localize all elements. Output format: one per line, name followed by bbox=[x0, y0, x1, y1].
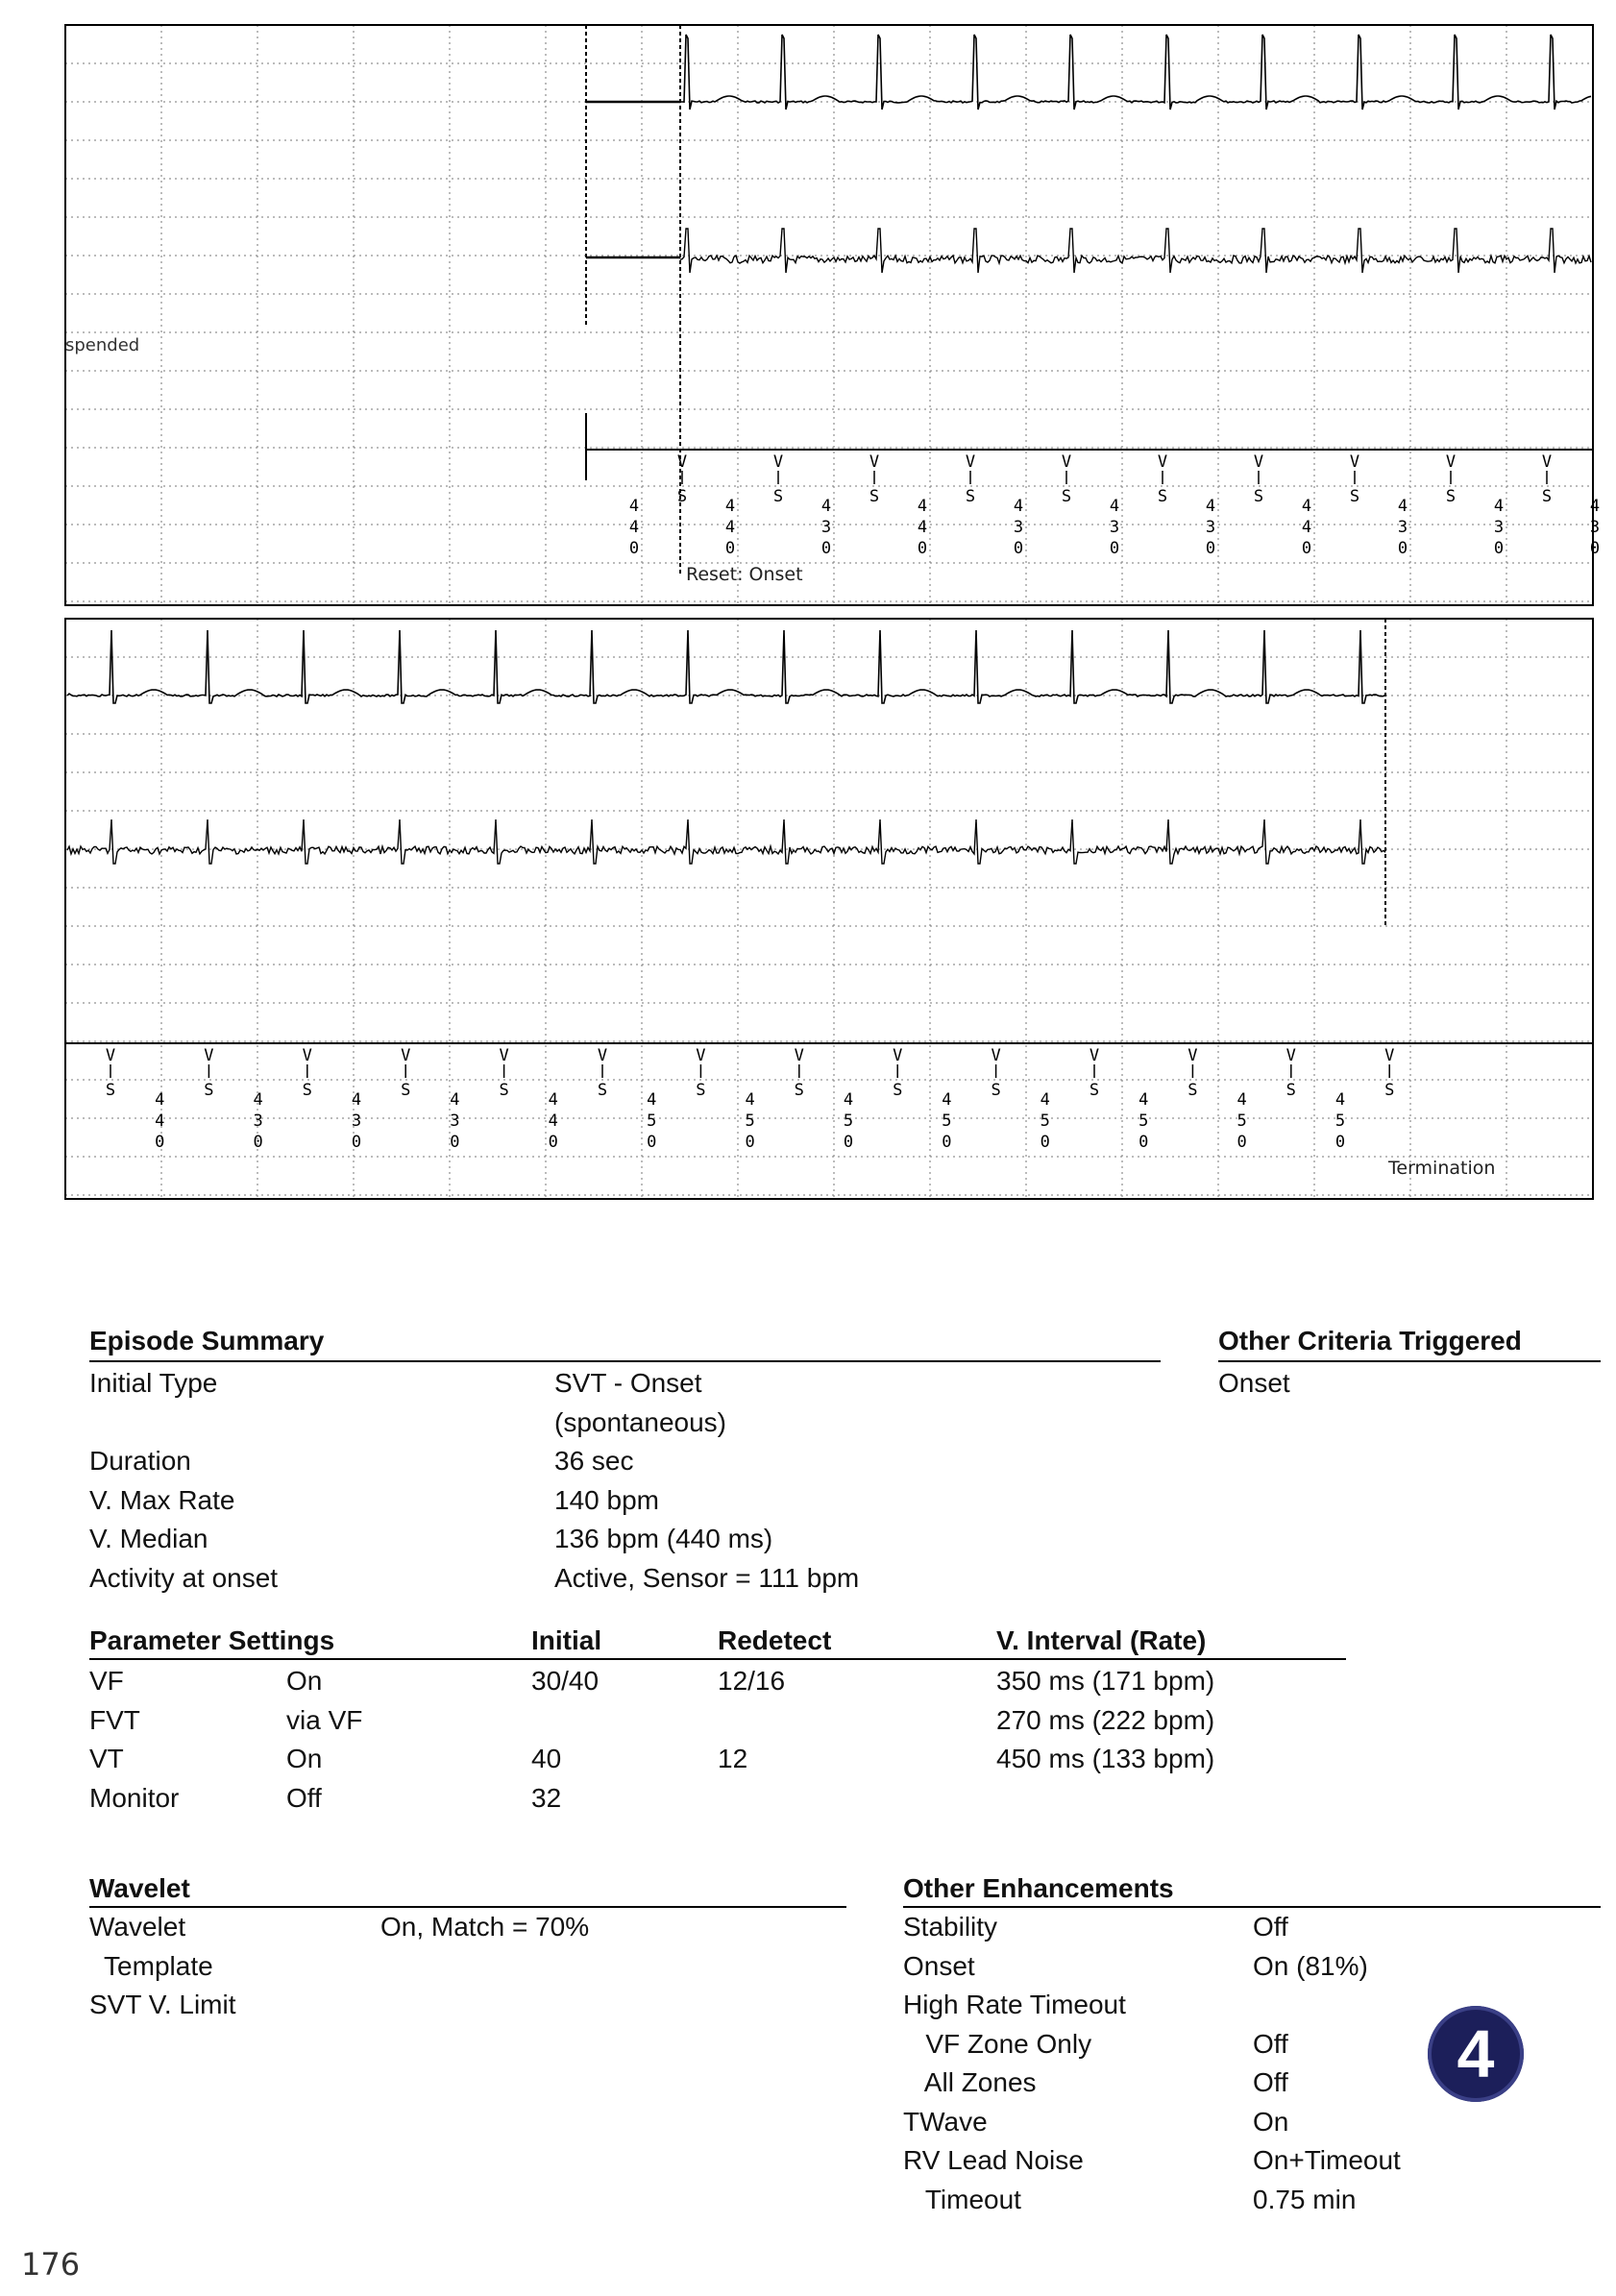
marker-label: S bbox=[105, 1081, 116, 1100]
marker bbox=[1590, 497, 1600, 558]
marker-channel-1 bbox=[629, 452, 1600, 558]
interval-digit: 0 bbox=[745, 1133, 755, 1152]
marker-label: S bbox=[869, 487, 880, 506]
interval-digit: 5 bbox=[843, 1111, 854, 1131]
enhancement-label: All Zones bbox=[903, 2067, 1037, 2097]
zone-initial: 30/40 bbox=[531, 1666, 600, 1696]
interval-digit: 5 bbox=[1040, 1111, 1050, 1131]
interval-digit: 4 bbox=[1013, 497, 1024, 516]
marker-glyph: V bbox=[696, 1046, 706, 1065]
marker bbox=[893, 1046, 902, 1100]
enhancement-label: VF Zone Only bbox=[903, 2028, 1092, 2059]
summary-label: V. Max Rate bbox=[89, 1484, 235, 1515]
marker-glyph: V bbox=[965, 452, 976, 472]
other-enhancements-rule bbox=[903, 1906, 1601, 1908]
zone-initial: 32 bbox=[531, 1782, 562, 1813]
enhancement-label: Stability bbox=[903, 1912, 998, 1942]
marker bbox=[450, 1090, 459, 1152]
marker-glyph: V bbox=[1445, 452, 1457, 472]
interval-digit: 0 bbox=[628, 539, 640, 558]
wavelet-value: On, Match = 70% bbox=[380, 1912, 590, 1942]
marker bbox=[549, 1090, 558, 1152]
marker-glyph: V bbox=[499, 1046, 509, 1065]
interval-digit: 4 bbox=[253, 1090, 263, 1110]
zone-interval: 350 ms (171 bpm) bbox=[996, 1666, 1215, 1696]
enhancement-label: Onset bbox=[903, 1950, 975, 1981]
marker-glyph: V bbox=[1384, 1046, 1395, 1065]
summary-value: (spontaneous) bbox=[554, 1406, 727, 1437]
marker-glyph: V bbox=[401, 1046, 411, 1065]
marker bbox=[1350, 452, 1359, 506]
marker bbox=[1446, 452, 1456, 506]
zone-interval: 270 ms (222 bpm) bbox=[996, 1704, 1215, 1735]
summary-value: 140 bpm bbox=[554, 1484, 659, 1515]
interval-digit: 4 bbox=[1301, 497, 1312, 516]
marker bbox=[303, 1046, 312, 1100]
marker bbox=[725, 497, 735, 558]
wavelet-label: Wavelet bbox=[89, 1912, 186, 1942]
marker bbox=[647, 1090, 656, 1152]
interval-digit: 0 bbox=[1397, 539, 1408, 558]
interval-digit: 4 bbox=[1301, 518, 1312, 537]
marker bbox=[773, 452, 783, 506]
marker-label: S bbox=[204, 1081, 214, 1100]
interval-digit: 4 bbox=[1397, 497, 1408, 516]
zone-initial: 40 bbox=[531, 1744, 562, 1773]
marker bbox=[1139, 1090, 1148, 1152]
marker bbox=[1494, 497, 1504, 558]
interval-digit: 4 bbox=[628, 518, 640, 537]
marker-glyph: V bbox=[1188, 1046, 1198, 1065]
enhancement-value: On (81%) bbox=[1253, 1950, 1368, 1981]
interval-digit: 0 bbox=[548, 1133, 558, 1152]
marker bbox=[106, 1046, 115, 1100]
other-enhancements-title: Other Enhancements bbox=[903, 1873, 1174, 1903]
reset-onset-label: Reset: Onset bbox=[686, 564, 803, 585]
marker-glyph: V bbox=[597, 1046, 608, 1065]
col-initial: Initial bbox=[531, 1625, 602, 1655]
marker bbox=[253, 1090, 262, 1152]
zone-name: VT bbox=[89, 1744, 124, 1773]
marker bbox=[1236, 1090, 1246, 1152]
col-interval: V. Interval (Rate) bbox=[996, 1625, 1207, 1655]
marker bbox=[1254, 452, 1263, 506]
interval-digit: 3 bbox=[1397, 518, 1408, 537]
marker bbox=[844, 1090, 853, 1152]
interval-digit: 4 bbox=[1236, 1090, 1247, 1110]
marker bbox=[499, 1046, 508, 1100]
interval-digit: 0 bbox=[1040, 1133, 1050, 1152]
interval-digit: 3 bbox=[1013, 518, 1024, 537]
marker bbox=[1398, 497, 1408, 558]
summary-value: 36 sec bbox=[554, 1446, 634, 1476]
marker-glyph: V bbox=[794, 1046, 804, 1065]
zone-state: Off bbox=[286, 1782, 322, 1813]
interval-digit: 0 bbox=[253, 1133, 263, 1152]
channel-1-trace-2 bbox=[67, 630, 1385, 703]
marker-glyph: V bbox=[772, 452, 784, 472]
marker-label: S bbox=[1157, 487, 1168, 506]
marker-glyph: V bbox=[1541, 452, 1553, 472]
interval-digit: 3 bbox=[450, 1111, 460, 1131]
marker-label: S bbox=[401, 1081, 411, 1100]
marker bbox=[629, 497, 639, 558]
marker-glyph: V bbox=[302, 1046, 312, 1065]
interval-digit: 3 bbox=[820, 518, 832, 537]
marker-glyph: V bbox=[869, 452, 880, 472]
episode-summary-title: Episode Summary bbox=[89, 1326, 325, 1356]
interval-digit: 0 bbox=[724, 539, 736, 558]
wavelet-rule bbox=[89, 1906, 846, 1908]
marker bbox=[991, 1046, 1000, 1100]
marker bbox=[1286, 1046, 1296, 1100]
interval-digit: 4 bbox=[820, 497, 832, 516]
page-number: 176 bbox=[21, 2246, 81, 2283]
marker bbox=[1542, 452, 1552, 506]
marker-channel-2 bbox=[106, 1046, 1394, 1152]
egm-strip-1 bbox=[65, 25, 1600, 605]
enhancement-value: 0.75 min bbox=[1253, 2184, 1357, 2214]
interval-digit: 4 bbox=[351, 1090, 362, 1110]
marker bbox=[966, 452, 975, 506]
interval-digit: 0 bbox=[820, 539, 832, 558]
marker-glyph: V bbox=[1285, 1046, 1296, 1065]
marker bbox=[598, 1046, 607, 1100]
egm-strip-2 bbox=[65, 619, 1593, 1199]
marker bbox=[1062, 452, 1071, 506]
marker bbox=[155, 1090, 164, 1152]
interval-digit: 5 bbox=[1334, 1111, 1346, 1131]
parameter-settings-rule bbox=[89, 1658, 1346, 1660]
interval-digit: 4 bbox=[745, 1090, 755, 1110]
interval-digit: 4 bbox=[155, 1090, 165, 1110]
interval-digit: 4 bbox=[155, 1111, 165, 1131]
marker-label: S bbox=[1253, 487, 1264, 506]
marker-label: S bbox=[302, 1081, 312, 1100]
marker-label: S bbox=[1541, 487, 1553, 506]
marker-label: S bbox=[1188, 1081, 1198, 1100]
interval-digit: 3 bbox=[1109, 518, 1120, 537]
interval-digit: 4 bbox=[917, 497, 928, 516]
interval-digit: 4 bbox=[548, 1090, 558, 1110]
wavelet-label: Template bbox=[89, 1950, 213, 1981]
enhancement-label: High Rate Timeout bbox=[903, 1990, 1126, 2019]
marker-label: S bbox=[794, 1081, 804, 1100]
interval-digit: 0 bbox=[843, 1133, 854, 1152]
marker-label: S bbox=[1061, 487, 1072, 506]
col-redetect: Redetect bbox=[718, 1625, 832, 1655]
marker-label: S bbox=[696, 1081, 706, 1100]
marker bbox=[1110, 497, 1119, 558]
enhancement-label: Timeout bbox=[903, 2184, 1021, 2214]
marker-glyph: V bbox=[1089, 1046, 1100, 1065]
marker bbox=[1302, 497, 1311, 558]
zone-interval: 450 ms (133 bpm) bbox=[996, 1744, 1215, 1773]
interval-digit: 0 bbox=[942, 1133, 952, 1152]
marker-label: S bbox=[1384, 1081, 1395, 1100]
interval-digit: 4 bbox=[1139, 1090, 1149, 1110]
step-number-badge: 4 bbox=[1428, 2006, 1524, 2102]
marker bbox=[1014, 497, 1023, 558]
interval-digit: 0 bbox=[1334, 1133, 1346, 1152]
marker-glyph: V bbox=[1253, 452, 1264, 472]
interval-digit: 0 bbox=[450, 1133, 460, 1152]
marker-label: S bbox=[893, 1081, 903, 1100]
interval-digit: 4 bbox=[1589, 497, 1601, 516]
wavelet-label: SVT V. Limit bbox=[89, 1990, 236, 2019]
marker-label: S bbox=[1349, 487, 1360, 506]
other-criteria-title: Other Criteria Triggered bbox=[1218, 1326, 1522, 1356]
interval-digit: 0 bbox=[1013, 539, 1024, 558]
marker bbox=[869, 452, 879, 506]
interval-digit: 0 bbox=[1589, 539, 1601, 558]
marker-label: S bbox=[676, 487, 688, 506]
marker bbox=[204, 1046, 213, 1100]
interval-digit: 4 bbox=[1040, 1090, 1050, 1110]
other-criteria-rule bbox=[1218, 1360, 1601, 1362]
interval-digit: 5 bbox=[1139, 1111, 1149, 1131]
interval-digit: 4 bbox=[1334, 1090, 1346, 1110]
interval-digit: 4 bbox=[724, 518, 736, 537]
interval-digit: 5 bbox=[745, 1111, 755, 1131]
channel-2-trace bbox=[680, 229, 1591, 273]
zone-redetect: 12/16 bbox=[718, 1666, 786, 1696]
interval-digit: 4 bbox=[647, 1090, 657, 1110]
interval-digit: 4 bbox=[628, 497, 640, 516]
marker-label: S bbox=[1285, 1081, 1296, 1100]
marker bbox=[1158, 452, 1167, 506]
marker-label: S bbox=[991, 1081, 1001, 1100]
marker-glyph: V bbox=[105, 1046, 116, 1065]
marker bbox=[1384, 1046, 1394, 1100]
zone-name: Monitor bbox=[89, 1782, 180, 1813]
enhancement-value: Off bbox=[1253, 2067, 1288, 2097]
enhancement-value: Off bbox=[1253, 2028, 1288, 2059]
enhancement-label: TWave bbox=[903, 2106, 988, 2137]
enhancement-value: Off bbox=[1253, 1912, 1288, 1942]
interval-digit: 5 bbox=[1236, 1111, 1247, 1131]
termination-label: Termination bbox=[1388, 1158, 1496, 1179]
marker bbox=[942, 1090, 951, 1152]
zone-state: On bbox=[286, 1744, 323, 1773]
summary-value: SVT - Onset bbox=[554, 1368, 702, 1398]
marker-glyph: V bbox=[1061, 452, 1072, 472]
marker bbox=[1206, 497, 1215, 558]
marker bbox=[677, 452, 687, 506]
interval-digit: 3 bbox=[253, 1111, 263, 1131]
marker-glyph: V bbox=[1349, 452, 1360, 472]
interval-digit: 4 bbox=[1109, 497, 1120, 516]
interval-digit: 0 bbox=[1236, 1133, 1247, 1152]
enhancement-value: On bbox=[1253, 2106, 1289, 2137]
interval-digit: 0 bbox=[1109, 539, 1120, 558]
marker-glyph: V bbox=[676, 452, 688, 472]
zone-redetect: 12 bbox=[718, 1744, 748, 1773]
interval-digit: 3 bbox=[351, 1111, 362, 1131]
zone-name: FVT bbox=[89, 1704, 140, 1735]
interval-digit: 0 bbox=[351, 1133, 362, 1152]
strip-2-frame bbox=[65, 619, 1593, 1199]
summary-label: V. Median bbox=[89, 1524, 208, 1553]
marker bbox=[795, 1046, 804, 1100]
marker bbox=[1335, 1090, 1345, 1152]
interval-digit: 4 bbox=[548, 1111, 558, 1131]
interval-digit: 4 bbox=[942, 1090, 952, 1110]
channel-2-trace-2 bbox=[67, 819, 1385, 864]
marker-label: S bbox=[1445, 487, 1457, 506]
marker-label: S bbox=[965, 487, 976, 506]
interval-digit: 0 bbox=[917, 539, 928, 558]
summary-label: Activity at onset bbox=[89, 1562, 279, 1593]
marker bbox=[1188, 1046, 1197, 1100]
interval-digit: 0 bbox=[155, 1133, 165, 1152]
other-criteria-value: Onset bbox=[1218, 1368, 1290, 1398]
zone-state: On bbox=[286, 1666, 323, 1696]
zone-name: VF bbox=[89, 1666, 124, 1696]
interval-digit: 0 bbox=[647, 1133, 657, 1152]
interval-digit: 4 bbox=[450, 1090, 460, 1110]
interval-digit: 0 bbox=[1205, 539, 1216, 558]
marker bbox=[821, 497, 831, 558]
marker-label: S bbox=[772, 487, 784, 506]
summary-value: 136 bpm (440 ms) bbox=[554, 1524, 773, 1553]
marker-glyph: V bbox=[1157, 452, 1168, 472]
summary-label: Duration bbox=[89, 1446, 191, 1476]
marker bbox=[352, 1090, 361, 1152]
marker bbox=[745, 1090, 754, 1152]
enhancement-value: On+Timeout bbox=[1253, 2145, 1401, 2175]
interval-digit: 0 bbox=[1301, 539, 1312, 558]
enhancement-label: RV Lead Noise bbox=[903, 2145, 1084, 2175]
zone-state: via VF bbox=[286, 1704, 363, 1735]
interval-digit: 4 bbox=[843, 1090, 854, 1110]
marker bbox=[1041, 1090, 1050, 1152]
interval-digit: 4 bbox=[724, 497, 736, 516]
interval-digit: 3 bbox=[1205, 518, 1216, 537]
grid-2 bbox=[65, 619, 1593, 1199]
marker-glyph: V bbox=[991, 1046, 1001, 1065]
interval-digit: 3 bbox=[1493, 518, 1505, 537]
interval-digit: 0 bbox=[1493, 539, 1505, 558]
marker-glyph: V bbox=[893, 1046, 903, 1065]
parameter-settings-title: Parameter Settings bbox=[89, 1625, 335, 1655]
interval-digit: 4 bbox=[917, 518, 928, 537]
marker-label: S bbox=[1089, 1081, 1100, 1100]
interval-digit: 5 bbox=[942, 1111, 952, 1131]
marker bbox=[1090, 1046, 1099, 1100]
marker-label: S bbox=[597, 1081, 608, 1100]
interval-digit: 3 bbox=[1589, 518, 1601, 537]
interval-digit: 0 bbox=[1139, 1133, 1149, 1152]
episode-summary-rule bbox=[89, 1360, 1161, 1362]
marker-label: S bbox=[499, 1081, 509, 1100]
suspended-note: spended bbox=[65, 335, 140, 355]
channel-1-trace bbox=[680, 35, 1591, 110]
wavelet-title: Wavelet bbox=[89, 1873, 190, 1903]
interval-digit: 4 bbox=[1205, 497, 1216, 516]
summary-value: Active, Sensor = 111 bpm bbox=[554, 1562, 860, 1593]
marker bbox=[918, 497, 927, 558]
summary-label: Initial Type bbox=[89, 1368, 218, 1398]
marker-glyph: V bbox=[204, 1046, 214, 1065]
interval-digit: 5 bbox=[647, 1111, 657, 1131]
interval-digit: 4 bbox=[1493, 497, 1505, 516]
marker bbox=[401, 1046, 410, 1100]
marker bbox=[696, 1046, 705, 1100]
